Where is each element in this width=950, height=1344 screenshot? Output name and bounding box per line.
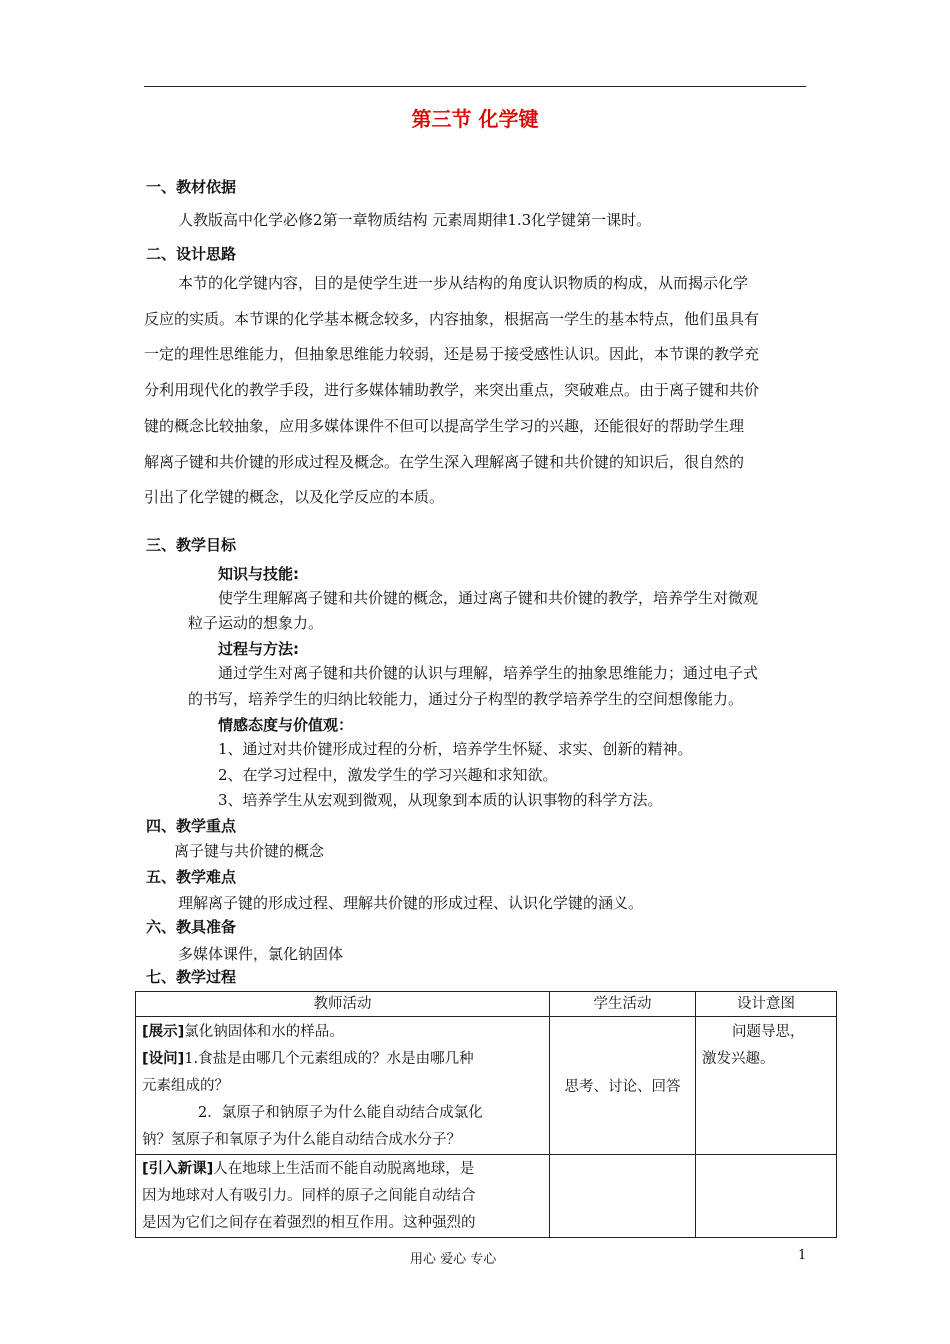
paragraph-line: 引出了化学键的概念，以及化学反应的本质。: [144, 488, 445, 507]
section-heading-3: 三、教学目标: [146, 536, 237, 554]
cell-line: [142, 1156, 543, 1183]
design-paragraph: [144, 266, 808, 516]
section-heading-7: 七、教学过程: [146, 968, 237, 986]
cell-line: 因为地球对人有吸引力。同样的原子之间能自动结合: [142, 1188, 476, 1204]
paragraph-line: 一定的理性思维能力，但抽象思维能力较弱，还是易于接受感性认识。因此，本节课的教学充: [144, 345, 760, 364]
section-heading-1: 一、教材依据: [146, 178, 237, 196]
process-table: [135, 991, 837, 1238]
cell-line: 激发兴趣。: [702, 1051, 775, 1067]
table-row: [136, 1155, 837, 1238]
process-line: 的书写，培养学生的归纳比较能力，通过分子构型的教学培养学生的空间想像能力。: [188, 690, 744, 708]
section-heading-6: 六、教具准备: [146, 918, 237, 936]
emotion-item: 1、通过对共价键形成过程的分析，培养学生怀疑、求实、创新的精神。: [218, 740, 693, 758]
cell-line: 问题导思，: [732, 1024, 805, 1040]
student-cell: 思考、讨论、回答: [550, 1017, 696, 1155]
page-number: 1: [798, 1248, 807, 1263]
paragraph-line: 分利用现代化的教学手段，进行多媒体辅助教学，来突出重点，突破难点。由于离子键和共价: [144, 381, 760, 400]
teacher-cell: [136, 1155, 550, 1238]
process-label: 过程与方法:: [218, 640, 299, 658]
table-row: [136, 1017, 837, 1155]
cell-text: 氯化钠固体和水的样品。: [184, 1024, 344, 1040]
header-intent: 设计意图: [696, 992, 837, 1017]
page-title: 第三节 化学键: [411, 107, 539, 131]
paragraph-line: 键的概念比较抽象，应用多媒体课件不但可以提高学生学习的兴趣，还能很好的帮助学生理: [144, 416, 745, 435]
section-text-5: 理解离子键的形成过程、理解共价键的形成过程、认识化学键的涵义。: [178, 894, 644, 912]
knowledge-label: 知识与技能:: [218, 565, 299, 583]
paragraph-line: 本节的化学键内容，目的是使学生进一步从结构的角度认识物质的构成，从而揭示化学: [178, 274, 749, 292]
cell-line: 是因为它们之间存在着强烈的相互作用。这种强烈的: [142, 1215, 476, 1231]
section-heading-2: 二、设计思路: [146, 245, 237, 263]
header-student: 学生活动: [550, 992, 696, 1017]
cell-text: 人在地球上生活而不能自动脱离地球，是: [213, 1161, 475, 1177]
teacher-cell: [136, 1017, 550, 1155]
emotion-label: 情感态度与价值观：: [218, 716, 354, 734]
cell-line: 钠？氢原子和氧原子为什么能自动结合成水分子？: [142, 1132, 461, 1148]
cell-line: 元素组成的？: [142, 1078, 229, 1094]
paragraph-line: 解离子键和共价键的形成过程及概念。在学生深入理解离子键和共价键的知识后，很自然的: [144, 452, 745, 471]
tag-intro: [引入新课]: [142, 1161, 214, 1177]
section-text-1: 人教版高中化学必修2第一章物质结构 元素周期律1.3化学键第一课时。: [178, 211, 652, 229]
tag-question: [设问]: [142, 1051, 185, 1067]
emotion-item: 2、在学习过程中，激发学生的学习兴趣和求知欲。: [218, 766, 558, 784]
intent-cell: [696, 1155, 837, 1238]
knowledge-line: 使学生理解离子键和共价键的概念，通过离子键和共价键的教学，培养学生对微观: [218, 589, 759, 607]
footer-text: 用心 爱心 专心: [410, 1252, 497, 1267]
knowledge-line: 粒子运动的想象力。: [188, 614, 324, 632]
table-header-row: [136, 992, 837, 1017]
section-text-4: 离子键与共价键的概念: [174, 842, 325, 860]
intent-cell: [696, 1017, 837, 1155]
tag-show: [展示]: [142, 1024, 185, 1040]
emotion-item: 3、培养学生从宏观到微观，从现象到本质的认识事物的科学方法。: [218, 791, 663, 809]
paragraph-line: 反应的实质。本节课的化学基本概念较多，内容抽象，根据高一学生的基本特点，他们虽具有: [144, 309, 760, 328]
section-heading-4: 四、教学重点: [146, 817, 237, 835]
header-rule: [144, 86, 806, 87]
student-cell: [550, 1155, 696, 1238]
cell-text: 1.食盐是由哪几个元素组成的？水是由哪几种: [184, 1051, 474, 1067]
header-teacher: 教师活动: [136, 992, 550, 1017]
section-text-6: 多媒体课件，氯化钠固体: [178, 945, 344, 963]
cell-line: [142, 1046, 543, 1073]
section-heading-5: 五、教学难点: [146, 868, 237, 886]
process-line: 通过学生对离子键和共价键的认识与理解，培养学生的抽象思维能力；通过电子式: [218, 664, 759, 682]
cell-line: 2．氯原子和钠原子为什么能自动结合成氯化: [198, 1105, 483, 1121]
cell-line: [142, 1019, 543, 1046]
